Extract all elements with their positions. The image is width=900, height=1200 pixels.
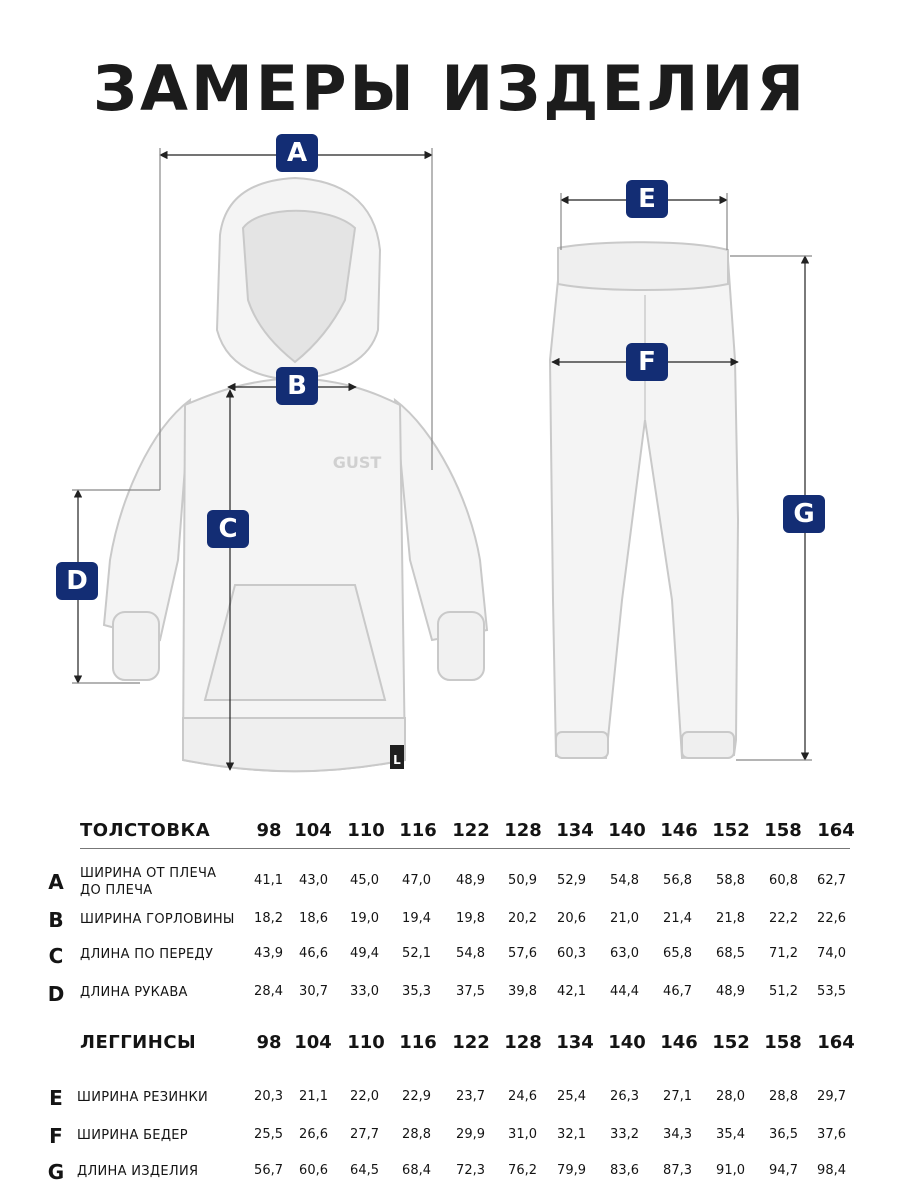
size-header-cell: 164 <box>817 820 855 841</box>
measurement-value: 44,4 <box>610 984 639 999</box>
measurement-value: 48,9 <box>716 984 745 999</box>
measurement-value: 26,6 <box>299 1127 328 1142</box>
measurement-value: 32,1 <box>557 1127 586 1142</box>
measurement-value: 29,7 <box>817 1089 846 1104</box>
measurement-value: 91,0 <box>716 1163 745 1178</box>
measurement-value: 20,3 <box>254 1089 283 1104</box>
measurement-value: 48,9 <box>456 873 485 888</box>
size-header-cell: 104 <box>294 820 332 841</box>
size-header-cell: 128 <box>504 1032 542 1053</box>
measurement-value: 18,2 <box>254 911 283 926</box>
measurement-value: 28,0 <box>716 1089 745 1104</box>
row-label: ШИРИНА ГОРЛОВИНЫ <box>80 912 235 927</box>
page-title: ЗАМЕРЫ ИЗДЕЛИЯ <box>93 52 807 125</box>
measurement-value: 21,8 <box>716 911 745 926</box>
measurement-value: 23,7 <box>456 1089 485 1104</box>
measurement-value: 68,4 <box>402 1163 431 1178</box>
badge-e: E <box>626 180 668 218</box>
measurement-value: 52,1 <box>402 946 431 961</box>
row-letter: F <box>49 1124 63 1148</box>
measurement-value: 21,1 <box>299 1089 328 1104</box>
size-header-cell: 110 <box>347 820 385 841</box>
badge-a: A <box>276 134 318 172</box>
measurement-value: 27,7 <box>350 1127 379 1142</box>
measurement-value: 52,9 <box>557 873 586 888</box>
measurement-value: 65,8 <box>663 946 692 961</box>
measurement-value: 37,5 <box>456 984 485 999</box>
hoodie-table-title: ТОЛСТОВКА <box>80 820 211 841</box>
measurement-value: 18,6 <box>299 911 328 926</box>
measurement-value: 28,4 <box>254 984 283 999</box>
measurement-value: 39,8 <box>508 984 537 999</box>
measurement-value: 94,7 <box>769 1163 798 1178</box>
size-header-cell: 158 <box>764 820 802 841</box>
measurement-value: 27,1 <box>663 1089 692 1104</box>
size-header-cell: 134 <box>556 1032 594 1053</box>
measurement-value: 56,7 <box>254 1163 283 1178</box>
row-letter: A <box>48 870 64 894</box>
measurement-value: 60,8 <box>769 873 798 888</box>
measurement-value: 20,2 <box>508 911 537 926</box>
size-header-cell: 164 <box>817 1032 855 1053</box>
measurement-value: 50,9 <box>508 873 537 888</box>
measurement-value: 31,0 <box>508 1127 537 1142</box>
size-header-cell: 146 <box>660 1032 698 1053</box>
measurement-value: 47,0 <box>402 873 431 888</box>
measurement-value: 25,4 <box>557 1089 586 1104</box>
measurement-value: 64,5 <box>350 1163 379 1178</box>
measurement-value: 51,2 <box>769 984 798 999</box>
measurement-value: 33,2 <box>610 1127 639 1142</box>
measurement-value: 72,3 <box>456 1163 485 1178</box>
measurement-value: 60,6 <box>299 1163 328 1178</box>
measurement-value: 79,9 <box>557 1163 586 1178</box>
measurement-value: 19,0 <box>350 911 379 926</box>
size-tag-letter: L <box>393 753 401 767</box>
hoodie-table-divider <box>80 848 850 849</box>
size-header-cell: 122 <box>452 1032 490 1053</box>
measurement-value: 22,6 <box>817 911 846 926</box>
measurement-value: 34,3 <box>663 1127 692 1142</box>
measurement-value: 21,4 <box>663 911 692 926</box>
row-letter: G <box>47 1160 65 1184</box>
size-header-cell: 158 <box>764 1032 802 1053</box>
measurement-value: 22,0 <box>350 1089 379 1104</box>
measurement-value: 62,7 <box>817 873 846 888</box>
size-header-cell: 98 <box>256 1032 282 1053</box>
size-header-cell: 134 <box>556 820 594 841</box>
hoodie-drawing <box>104 178 487 771</box>
measurement-value: 24,6 <box>508 1089 537 1104</box>
measurement-value: 37,6 <box>817 1127 846 1142</box>
measurement-value: 22,2 <box>769 911 798 926</box>
measurement-value: 26,3 <box>610 1089 639 1104</box>
badge-g: G <box>783 495 825 533</box>
measurement-value: 49,4 <box>350 946 379 961</box>
measurement-value: 42,1 <box>557 984 586 999</box>
measurement-value: 63,0 <box>610 946 639 961</box>
size-header-cell: 152 <box>712 820 750 841</box>
measurement-value: 28,8 <box>402 1127 431 1142</box>
measurement-value: 33,0 <box>350 984 379 999</box>
row-label: ДЛИНА ПО ПЕРЕДУ <box>80 947 214 962</box>
measurement-value: 29,9 <box>456 1127 485 1142</box>
row-letter: C <box>48 944 64 968</box>
size-header-cell: 152 <box>712 1032 750 1053</box>
measurement-value: 54,8 <box>456 946 485 961</box>
measurement-value: 22,9 <box>402 1089 431 1104</box>
badge-d: D <box>56 562 98 600</box>
row-letter: D <box>47 982 65 1006</box>
leggings-table-title: ЛЕГГИНСЫ <box>80 1032 197 1053</box>
measurement-value: 28,8 <box>769 1089 798 1104</box>
measurement-value: 35,4 <box>716 1127 745 1142</box>
measurement-value: 19,4 <box>402 911 431 926</box>
row-label: ДЛИНА РУКАВА <box>80 985 188 1000</box>
measurement-value: 46,6 <box>299 946 328 961</box>
measurement-value: 58,8 <box>716 873 745 888</box>
measurement-value: 57,6 <box>508 946 537 961</box>
badge-b: B <box>276 367 318 405</box>
size-header-cell: 104 <box>294 1032 332 1053</box>
measurement-value: 56,8 <box>663 873 692 888</box>
leggings-drawing <box>550 242 738 758</box>
measurement-value: 43,9 <box>254 946 283 961</box>
measurement-value: 74,0 <box>817 946 846 961</box>
size-header-cell: 140 <box>608 820 646 841</box>
row-letter: B <box>48 908 64 932</box>
measurement-value: 98,4 <box>817 1163 846 1178</box>
measurement-value: 35,3 <box>402 984 431 999</box>
row-label: ШИРИНА БЕДЕР <box>77 1128 188 1143</box>
badge-c: C <box>207 510 249 548</box>
measurement-value: 19,8 <box>456 911 485 926</box>
measurement-value: 41,1 <box>254 873 283 888</box>
size-header-cell: 98 <box>256 820 282 841</box>
measurement-value: 36,5 <box>769 1127 798 1142</box>
measurement-value: 30,7 <box>299 984 328 999</box>
row-letter: E <box>49 1086 63 1110</box>
measurement-value: 68,5 <box>716 946 745 961</box>
measurement-value: 20,6 <box>557 911 586 926</box>
measurement-value: 76,2 <box>508 1163 537 1178</box>
measurement-value: 43,0 <box>299 873 328 888</box>
size-header-cell: 116 <box>399 820 437 841</box>
measurement-value: 54,8 <box>610 873 639 888</box>
measurement-value: 53,5 <box>817 984 846 999</box>
measurement-value: 71,2 <box>769 946 798 961</box>
row-label: ШИРИНА ОТ ПЛЕЧА ДО ПЛЕЧА <box>80 866 217 898</box>
size-header-cell: 140 <box>608 1032 646 1053</box>
measurement-value: 83,6 <box>610 1163 639 1178</box>
measurement-value: 45,0 <box>350 873 379 888</box>
row-label: ДЛИНА ИЗДЕЛИЯ <box>77 1164 199 1179</box>
size-header-cell: 146 <box>660 820 698 841</box>
measurement-value: 21,0 <box>610 911 639 926</box>
measurement-value: 25,5 <box>254 1127 283 1142</box>
size-header-cell: 110 <box>347 1032 385 1053</box>
badge-f: F <box>626 343 668 381</box>
size-header-cell: 122 <box>452 820 490 841</box>
size-header-cell: 128 <box>504 820 542 841</box>
brand-mark: GUST <box>332 453 382 472</box>
row-label: ШИРИНА РЕЗИНКИ <box>77 1090 209 1105</box>
measurement-value: 87,3 <box>663 1163 692 1178</box>
size-header-cell: 116 <box>399 1032 437 1053</box>
measurement-value: 46,7 <box>663 984 692 999</box>
measurement-value: 60,3 <box>557 946 586 961</box>
